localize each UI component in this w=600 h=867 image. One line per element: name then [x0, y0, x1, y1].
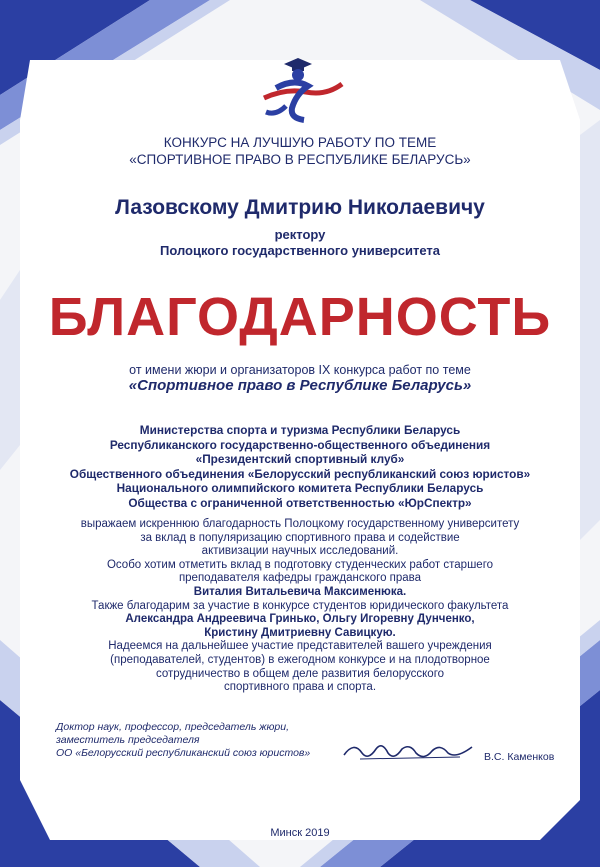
body-line-bold: Виталия Витальевича Максименюка. — [193, 585, 407, 598]
body-line: спортивного права и спорта. — [223, 681, 377, 694]
handwritten-signature — [340, 735, 480, 770]
position-line-2: Полоцкого государственного университета — [159, 243, 441, 258]
body-line: активизации научных исследований. — [201, 545, 399, 558]
body-line-bold: Кристину Дмитриевну Савицкую. — [204, 626, 396, 639]
signatory-line-1: Доктор наук, профессор, председатель жюри, — [56, 721, 289, 733]
contest-header — [0, 134, 600, 168]
body-line: сотрудничество в общем деле развития белорусского — [155, 667, 445, 680]
signatory-name: В.С. Каменков — [484, 751, 555, 763]
organization-item: Республиканского государственно-общественного объединения — [109, 437, 491, 452]
place-and-year: Минск 2019 — [270, 827, 330, 839]
body-line: (преподавателей, студентов) в ежегодном конкурсе и на плодотворное — [110, 653, 490, 666]
organization-item: Министерства спорта и туризма Республики Беларусь — [139, 423, 461, 437]
position-line-1: ректору — [274, 227, 326, 242]
certificate-title: БЛАГОДАРНОСТЬ — [48, 287, 552, 347]
recipient-position — [0, 227, 600, 259]
body-line: Надеемся на дальнейшее участие представителей вашего учреждения — [108, 640, 492, 653]
organization-item: Общества с ограниченной ответственностью «ЮрСпектр» — [128, 495, 472, 510]
organizations-list — [0, 423, 600, 510]
body-line-bold: Александра Андреевича Гринько, Ольгу Игоревну Дунченко, — [125, 613, 475, 626]
header-line-1: КОНКУРС НА ЛУЧШУЮ РАБОТУ ПО ТЕМЕ — [163, 135, 437, 150]
from-line: от имени жюри и организаторов IX конкурса работ по теме — [129, 363, 471, 377]
signatory-line-2: заместитель председателя — [56, 734, 200, 746]
recipient-name: Лазовскому Дмитрию Николаевичу — [115, 196, 485, 219]
body-line: выражаем искреннюю благодарность Полоцкому государственному университету — [80, 518, 520, 530]
body-line: за вклад в популяризацию спортивного права и содействие — [140, 531, 460, 544]
header-line-2: «СПОРТИВНОЕ ПРАВО В РЕСПУБЛИКЕ БЕЛАРУСЬ» — [129, 152, 471, 167]
contest-name: «Спортивное право в Республике Беларусь» — [128, 377, 472, 394]
signatory-line-3: ОО «Белорусский республиканский союз юристов» — [56, 747, 311, 759]
organization-item: Национального олимпийского комитета Республики Беларусь — [116, 481, 484, 495]
organization-item: «Президентский спортивный клуб» — [195, 452, 405, 466]
body-line: преподавателя кафедры гражданского права — [178, 572, 422, 585]
body-line: Особо хотим отметить вклад в подготовку студенческих работ старшего — [106, 558, 494, 571]
organization-item: Общественного объединения «Белорусский республиканский союз юристов» — [69, 466, 531, 481]
body-line: Также благодарим за участие в конкурсе студентов юридического факультета — [91, 599, 509, 612]
gratitude-text — [30, 518, 570, 695]
